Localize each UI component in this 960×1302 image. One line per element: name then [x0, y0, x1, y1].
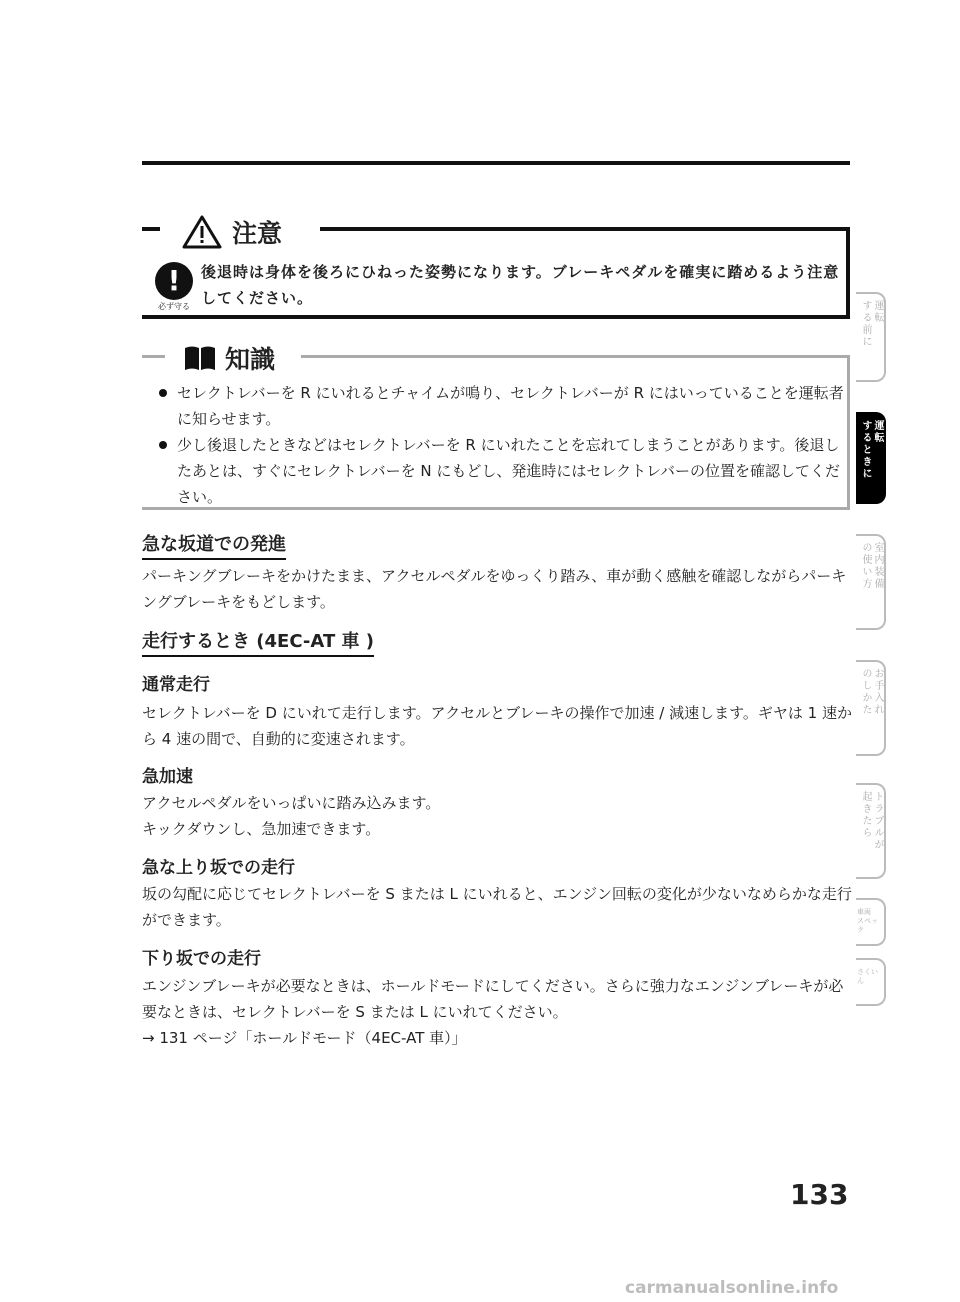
- uphill-heading: 急な上り坂での走行: [142, 858, 295, 878]
- knowledge-item-text: 少し後退したときなどはセレクトレバーを R にいれたことを忘れてしまうことがあります。後退したあとは、すぐにセレクトレバーを N にもどし、発進時にはセレクトレバーの位置を確認してください。: [177, 436, 841, 506]
- side-tab-label: 室内装備 の使い方: [860, 542, 883, 590]
- page-number: 133: [790, 1178, 849, 1211]
- must-follow-icon: [154, 262, 194, 314]
- normal-driving-heading: 通常走行: [142, 675, 210, 695]
- side-tab-maintenance[interactable]: [856, 660, 886, 756]
- knowledge-title: 知識: [225, 345, 276, 374]
- book-icon: [183, 344, 217, 372]
- side-tab-label: さくいん: [857, 968, 878, 985]
- list-item: [155, 432, 845, 510]
- knowledge-header: [165, 337, 301, 379]
- rapid-accel-text: アクセルペダルをいっぱいに踏み込みます。 キックダウンし、急加速できます。: [142, 794, 441, 838]
- side-tab-specs[interactable]: [856, 898, 886, 946]
- knowledge-item-text: セレクトレバーを R にいれるとチャイムが鳴り、セレクトレバーが R にはいっていることを運転者に知らせます。: [177, 384, 844, 428]
- downhill-heading: 下り坂での走行: [142, 949, 261, 969]
- caution-title: 注意: [232, 219, 283, 248]
- warning-triangle-icon: [182, 214, 222, 250]
- list-item: [155, 380, 845, 432]
- must-follow-label: 必ず守る: [158, 302, 190, 311]
- exclamation-icon: !: [155, 262, 193, 300]
- hill-start-heading: 急な坂道での発進: [142, 530, 286, 560]
- watermark: carmanualsonline.info: [625, 1278, 839, 1298]
- side-tab-label: お手入れ のしかた: [860, 668, 883, 716]
- bullet: [159, 441, 167, 449]
- side-tab-label: 運転 するときに: [860, 420, 883, 480]
- side-tab-label: 車両 スペック: [857, 908, 878, 934]
- hill-start-text: パーキングブレーキをかけたまま、アクセルペダルをゆっくり踏み、車が動く感触を確認しながらパーキングブレーキをもどします。: [142, 567, 847, 611]
- side-tab-while-driving[interactable]: [856, 412, 886, 504]
- knowledge-list: [155, 380, 845, 510]
- side-tab-troubleshooting[interactable]: [856, 783, 886, 879]
- side-tab-interior[interactable]: [856, 534, 886, 630]
- downhill-text: エンジンブレーキが必要なときは、ホールドモードにしてください。さらに強力なエンジンブレーキが必要なときは、セレクトレバーを S または L にいれてください。 → 131 ページ「ホールドモード（4EC-AT 車）」: [142, 977, 844, 1047]
- driving-heading: 走行するとき (4EC-AT 車 ): [142, 627, 374, 657]
- side-tab-index[interactable]: [856, 958, 886, 1006]
- rapid-accel-heading: 急加速: [142, 767, 193, 787]
- side-tab-before-driving[interactable]: [856, 292, 886, 382]
- caution-header: [160, 210, 320, 254]
- bullet: [159, 389, 167, 397]
- side-tab-label: トラブルが 起きたら: [860, 791, 883, 851]
- uphill-text: 坂の勾配に応じてセレクトレバーを S または L にいれると、エンジン回転の変化が少ないなめらかな走行ができます。: [142, 885, 852, 929]
- top-rule: [142, 161, 850, 165]
- caution-text: 後退時は身体を後ろにひねった姿勢になります。ブレーキペダルを確実に踏めるよう注意してください。: [201, 263, 840, 307]
- side-tab-label: 運転 する前に: [860, 300, 883, 348]
- normal-driving-text: セレクトレバーを D にいれて走行します。アクセルとブレーキの操作で加速 / 減速します。ギヤは 1 速から 4 速の間で、自動的に変速されます。: [142, 704, 852, 748]
